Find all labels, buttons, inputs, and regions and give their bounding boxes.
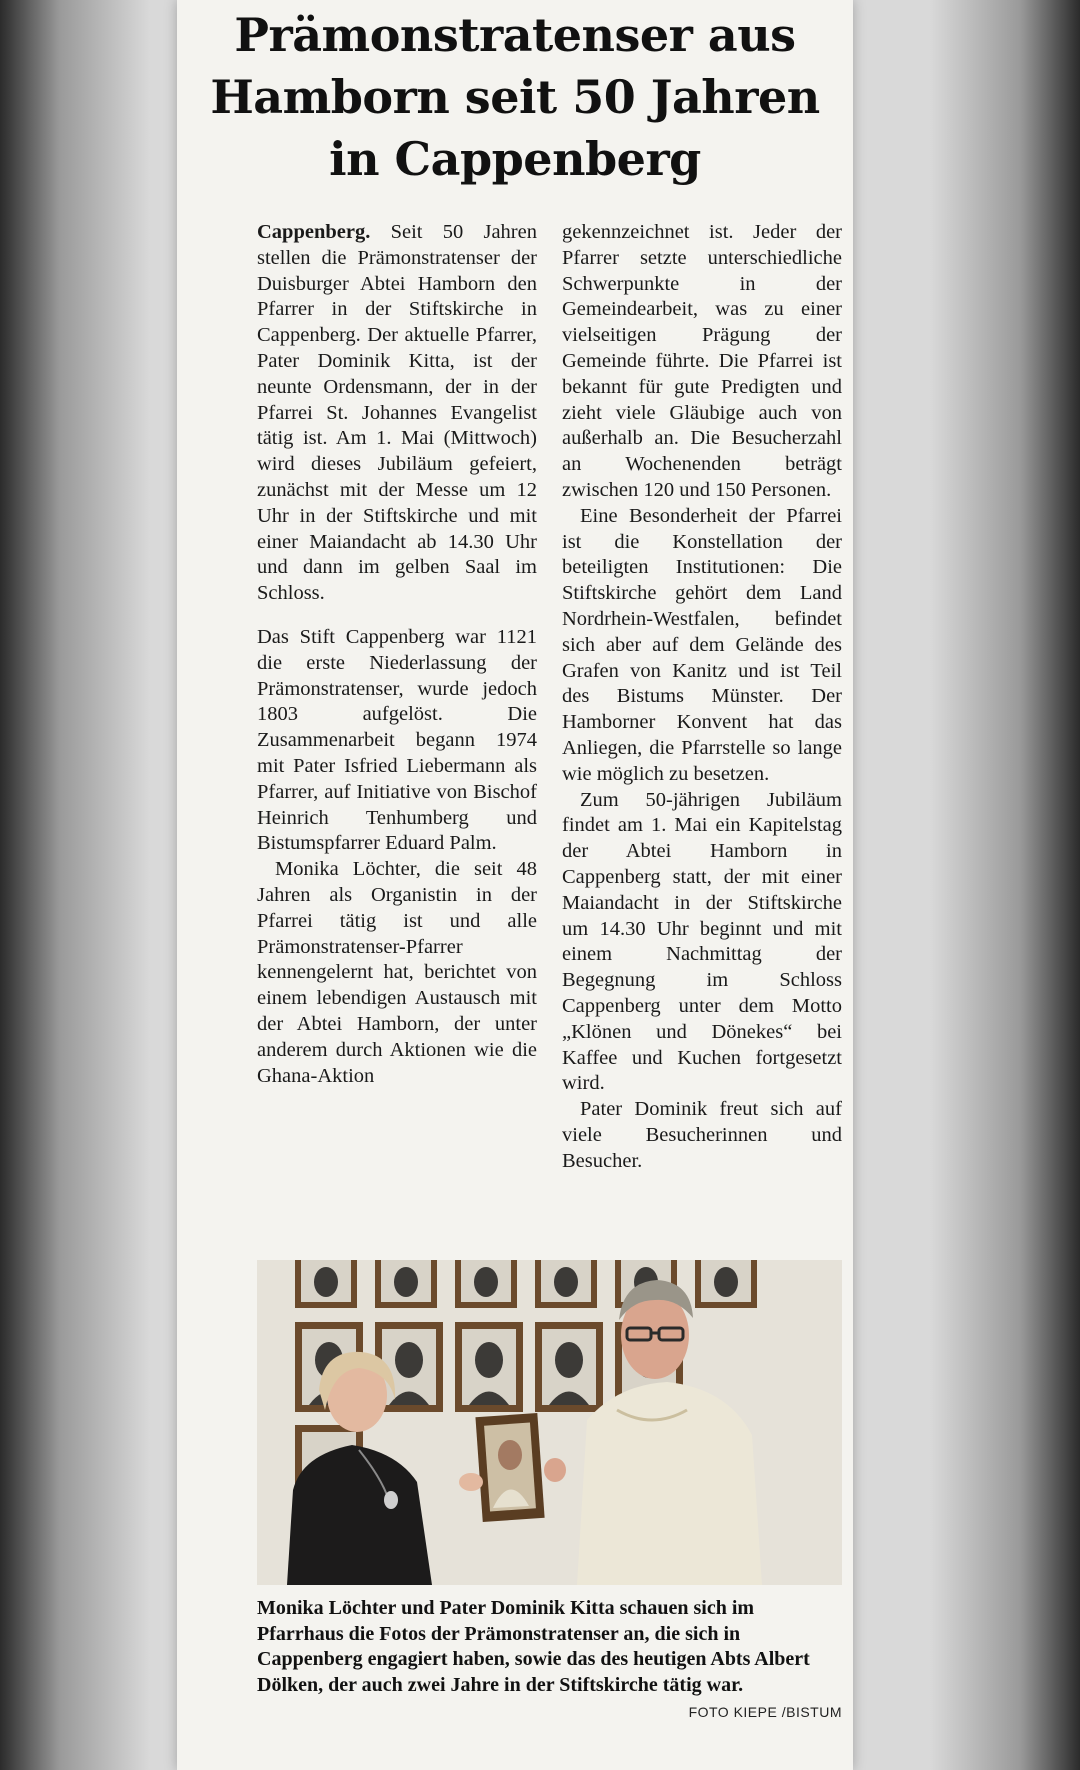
- paragraph-intro: [257, 220, 537, 607]
- paragraph-history: Das Stift Cappenberg war 1121 die erste Niederlassung der Prämonstratenser, wurde jedoch 1803 aufgelöst. Die Zusammenarbeit begann 1974 mit Pater Isfried Liebermann als Pfarrer, auf Initiative von Bischof Heinrich Tenhumberg und Bistumspfarrer Eduard Palm.: [257, 625, 537, 855]
- article-column-right: [562, 220, 842, 1174]
- paragraph-closing: Pater Dominik freut sich auf viele Besucherinnen und Besucher.: [562, 1098, 842, 1172]
- newspaper-clipping: [177, 0, 853, 1770]
- paragraph-intro-text: Seit 50 Jahren stellen die Prämonstratenser der Duisburger Abtei Hamborn den Pfarrer in der Stiftskirche in Cappenberg. Der aktuelle Pfarrer, Pater Dominik Kitta, ist der neunte Ordensmann, der in der Pfarrei St. Johannes Evangelist tätig ist. Am 1. Mai (Mittwoch) wird dieses Jubiläum gefeiert, zunächst mit der Messe um 12 Uhr in der Stiftskirche und mit einer Maiandacht ab 14.30 Uhr und dann im gelben Saal im Schloss.: [257, 221, 537, 605]
- headline-line-3: in Cappenberg: [329, 132, 701, 186]
- dateline: Cappenberg.: [257, 221, 371, 243]
- headline-line-1: Prämonstratenser aus: [234, 8, 796, 62]
- paragraph-institutions: Eine Besonderheit der Pfarrei ist die Konstellation der beteiligten Institutionen: Die Stiftskirche gehört dem Land Nordrhein-Westfalen, befindet sich aber auf dem Gelände des Grafen von Kanitz und ist Teil des Bistums Münster. Der Hamborner Konvent hat das Anliegen, die Pfarrstelle so lange wie möglich zu besetzen.: [562, 504, 842, 785]
- photo-credit: FOTO KIEPE /BISTUM: [688, 1704, 842, 1720]
- paragraph-jubilee: Zum 50-jährigen Jubiläum findet am 1. Mai ein Kapitelstag der Abtei Hamborn in Cappenberg statt, der mit einer Maiandacht in der Stiftskirche um 14.30 Uhr beginnt und mit einem Nachmittag der Begegnung im Schloss Cappenberg unter dem Motto „Klönen und Dönekes“ bei Kaffee und Kuchen fortgesetzt wird.: [562, 788, 842, 1095]
- photo-caption: Monika Löchter und Pater Dominik Kitta schauen sich im Pfarrhaus die Fotos der Prämonstratenser an, die sich in Cappenberg engagiert haben, sowie das des heutigen Abts Albert Dölken, der auch zwei Jahre in der Stiftskirche tätig war.: [257, 1597, 810, 1696]
- article-headline: [177, 4, 853, 190]
- paragraph-organist: Monika Löchter, die seit 48 Jahren als Organistin in der Pfarrei tätig ist und alle Prämonstratenser-Pfarrer kennengelernt hat, berichtet von einem lebendigen Austausch mit der Abtei Hamborn, der unter anderem durch Aktionen wie die Ghana-Aktion: [257, 858, 537, 1087]
- headline-line-2: Hamborn seit 50 Jahren: [210, 70, 820, 124]
- article-column-left: [257, 220, 537, 1089]
- article-photo: [257, 1260, 842, 1585]
- paragraph-parish: gekennzeichnet ist. Jeder der Pfarrer setzte unterschiedliche Schwerpunkte in der Gemeindearbeit, was zu einer vielseitigen Prägung der Gemeinde führte. Die Pfarrei ist bekannt für gute Predigten und zieht viele Gläubige auch von außerhalb an. Die Besucherzahl an Wochenenden beträgt zwischen 120 und 150 Personen.: [562, 221, 842, 501]
